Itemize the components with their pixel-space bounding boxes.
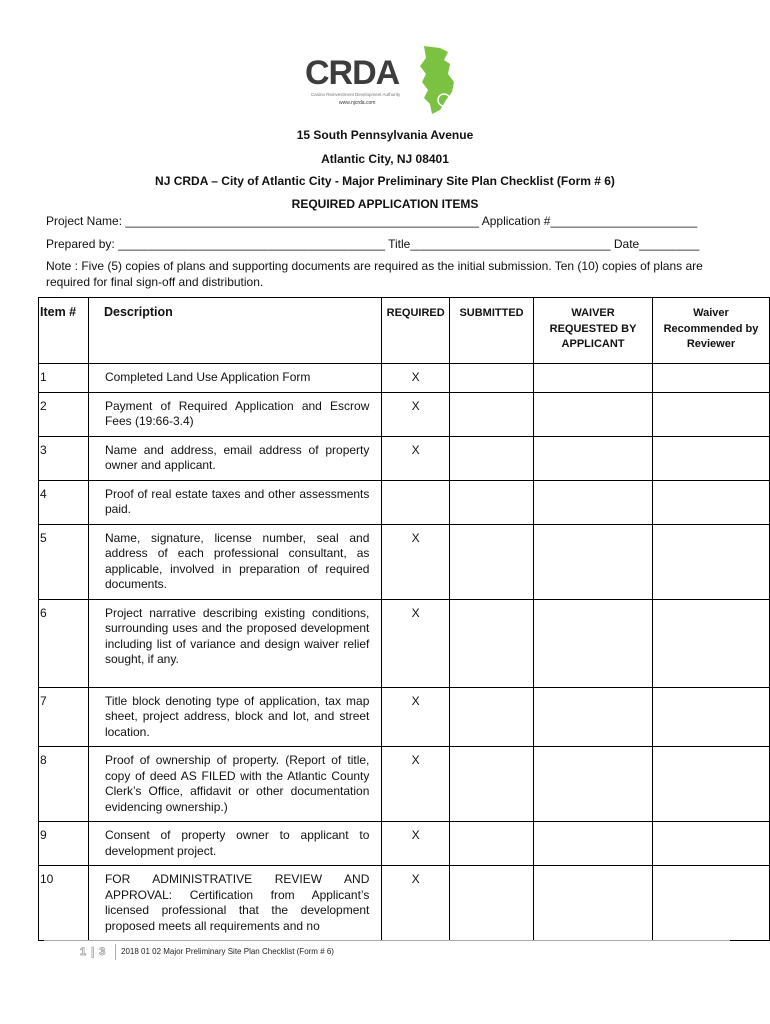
form-title: NJ CRDA – City of Atlantic City - Major Preliminary Site Plan Checklist (Form # 6) (155, 174, 615, 188)
footer-divider (44, 940, 730, 941)
waiver-requested-cell[interactable] (534, 747, 653, 822)
item-description: Proof of real estate taxes and other assessments paid. (88, 480, 381, 524)
waiver-requested-cell[interactable] (534, 599, 653, 687)
item-number: 9 (39, 822, 89, 866)
logo-url: www.njcrda.com (339, 100, 376, 106)
submitted-cell[interactable] (449, 866, 533, 941)
required-mark: X (382, 436, 450, 480)
section-title: REQUIRED APPLICATION ITEMS (291, 197, 479, 211)
logo-subtitle: Casino Reinvestment Development Authority (311, 92, 401, 97)
waiver-requested-cell[interactable] (534, 866, 653, 941)
table-row (39, 747, 770, 822)
page-number: 1 | 3 (80, 946, 107, 958)
checklist-table (38, 297, 770, 941)
submitted-cell[interactable] (449, 599, 533, 687)
required-mark: X (382, 392, 450, 436)
item-description: Name and address, email address of property owner and applicant. (88, 436, 381, 480)
waiver-recommended-cell[interactable] (652, 436, 769, 480)
waiver-recommended-cell[interactable] (652, 599, 769, 687)
item-description: Proof of ownership of property. (Report of title, copy of deed AS FILED with the Atlantic County Clerk’s Office, affidavit or other documentation evidencing ownership.) (88, 747, 381, 822)
required-mark: X (382, 747, 450, 822)
waiver-recommended-cell[interactable] (652, 866, 769, 941)
table-row (39, 687, 770, 747)
item-description: FOR ADMINISTRATIVE REVIEW AND APPROVAL: Certification from Applicant’s licensed professional that the development proposed meets all requirements and no (88, 866, 381, 941)
waiver-requested-cell[interactable] (534, 436, 653, 480)
required-mark: X (382, 524, 450, 599)
item-number: 2 (39, 392, 89, 436)
address-line: 15 South Pennsylvania Avenue (296, 128, 474, 142)
waiver-requested-cell[interactable] (534, 822, 653, 866)
required-mark: X (382, 364, 450, 393)
table-row (39, 364, 770, 393)
waiver-recommended-cell[interactable] (652, 392, 769, 436)
item-description: Title block denoting type of application, tax map sheet, project address, block and lot, and street location. (88, 687, 381, 747)
waiver-requested-cell[interactable] (534, 524, 653, 599)
logo-wordmark: CRDA (305, 54, 400, 92)
submitted-cell[interactable] (449, 436, 533, 480)
waiver-requested-cell[interactable] (534, 480, 653, 524)
item-number: 7 (39, 687, 89, 747)
waiver-recommended-cell[interactable] (652, 480, 769, 524)
item-number: 5 (39, 524, 89, 599)
waiver-recommended-cell[interactable] (652, 687, 769, 747)
table-row (39, 524, 770, 599)
submitted-cell[interactable] (449, 524, 533, 599)
col-waiver-applicant-header: WAIVER REQUESTED BY APPLICANT (534, 298, 653, 364)
submitted-cell[interactable] (449, 392, 533, 436)
submitted-cell[interactable] (449, 747, 533, 822)
item-number: 4 (39, 480, 89, 524)
item-number: 3 (39, 436, 89, 480)
submission-note: Note : Five (5) copies of plans and supporting documents are required as the initial submission. Ten (10) copies of plans are required for final sign-off and distribution. (46, 259, 703, 289)
crda-logo (305, 44, 465, 116)
item-number: 10 (39, 866, 89, 941)
item-number: 8 (39, 747, 89, 822)
table-row (39, 599, 770, 687)
waiver-requested-cell[interactable] (534, 364, 653, 393)
col-required-header: REQUIRED (382, 298, 450, 364)
table-row (39, 480, 770, 524)
waiver-recommended-cell[interactable] (652, 822, 769, 866)
footer-text: 2018 01 02 Major Preliminary Site Plan Checklist (Form # 6) (121, 947, 334, 956)
submitted-cell[interactable] (449, 687, 533, 747)
submitted-cell[interactable] (449, 364, 533, 393)
item-description: Completed Land Use Application Form (88, 364, 381, 393)
required-mark: X (382, 822, 450, 866)
waiver-recommended-cell[interactable] (652, 524, 769, 599)
required-mark: X (382, 599, 450, 687)
new-jersey-map-icon (418, 44, 458, 116)
waiver-recommended-cell[interactable] (652, 364, 769, 393)
col-submitted-header: SUBMITTED (449, 298, 533, 364)
waiver-requested-cell[interactable] (534, 687, 653, 747)
col-item-header: Item # (39, 298, 89, 364)
table-row (39, 866, 770, 941)
table-header-row (39, 298, 770, 364)
required-mark: X (382, 866, 450, 941)
prepared-by-line[interactable]: Prepared by: ________________________________________ Title______________________________ Date_________ (46, 237, 700, 251)
table-row (39, 436, 770, 480)
col-waiver-reviewer-header: Waiver Recommended by Reviewer (652, 298, 769, 364)
project-name-line[interactable]: Project Name: _____________________________________________________ Application #______________________ (46, 214, 698, 228)
city-line: Atlantic City, NJ 08401 (321, 152, 449, 166)
waiver-requested-cell[interactable] (534, 392, 653, 436)
item-number: 6 (39, 599, 89, 687)
item-description: Name, signature, license number, seal and address of each professional consultant, as applicable, involved in preparation of required documents. (88, 524, 381, 599)
submitted-cell[interactable] (449, 822, 533, 866)
table-row (39, 822, 770, 866)
item-description: Consent of property owner to applicant to development project. (88, 822, 381, 866)
waiver-recommended-cell[interactable] (652, 747, 769, 822)
col-description-header: Description (88, 298, 381, 364)
item-number: 1 (39, 364, 89, 393)
item-description: Project narrative describing existing conditions, surrounding uses and the proposed development including list of variance and design waiver relief sought, if any. (88, 599, 381, 687)
item-description: Payment of Required Application and Escrow Fees (19:66-3.4) (88, 392, 381, 436)
required-mark: X (382, 687, 450, 747)
footer-separator (115, 944, 116, 960)
submitted-cell[interactable] (449, 480, 533, 524)
table-row (39, 392, 770, 436)
required-mark (382, 480, 450, 524)
